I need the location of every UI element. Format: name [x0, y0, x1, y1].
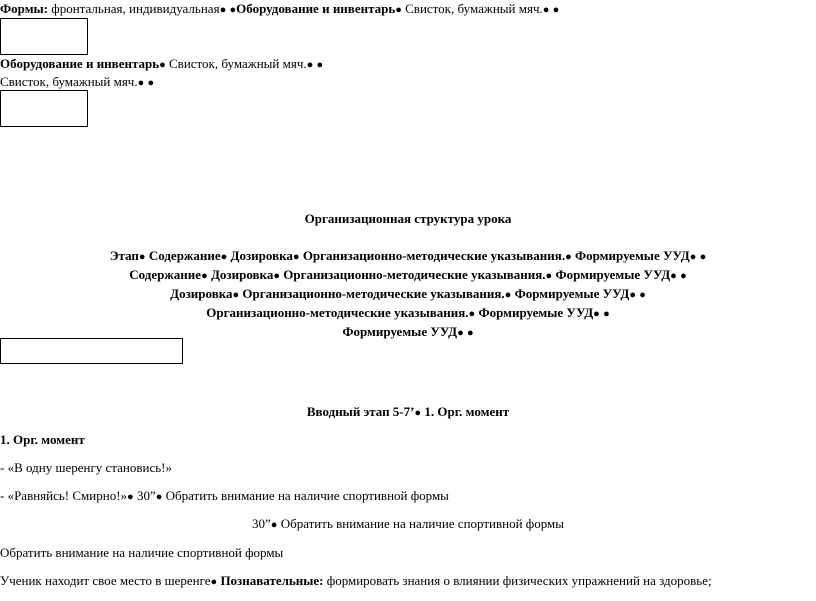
forms-text: фронтальная, индивидуальная [48, 1, 220, 16]
bullet-icon: ● [137, 77, 145, 89]
bullet-icon: ● [159, 59, 166, 71]
attention-line: Обратить внимание на наличие спортивной формы [0, 545, 284, 560]
bullet-icon: ● [127, 491, 134, 503]
bullet-icon: ● [316, 59, 324, 71]
bullet-icon: ● [466, 327, 474, 339]
structure-row-2: Содержание● Дозировка● Организационно-методические указывания.● Формируемые УУД● ● [129, 267, 687, 282]
bullet-icon: ● [504, 289, 512, 301]
bullet-icon: ● [138, 251, 146, 263]
bullet-icon: ● [699, 251, 707, 263]
bullet-icon: ● [680, 270, 687, 282]
structure-title: Организационная структура урока [304, 211, 512, 226]
bullet-icon: ● [542, 4, 550, 16]
bullet-icon: ● [273, 270, 281, 282]
whistle-text: Свисток, бумажный мяч. [0, 74, 138, 89]
bullet-icon: ● [468, 308, 476, 320]
image-placeholder [0, 18, 88, 55]
bullet-icon: ● [395, 4, 402, 16]
equipment-line [0, 56, 323, 72]
bullet-icon: ● [593, 308, 600, 320]
structure-row-4: Организационно-методические указывания.● Формируемые УУД● ● [206, 305, 610, 320]
whistle-line [0, 74, 154, 90]
bullet-icon: ● [552, 4, 560, 16]
dosage-line: 30”● Обратить внимание на наличие спортивной формы [252, 516, 564, 531]
bullet-icon: ● [639, 289, 646, 301]
bullet-icon: ● [565, 251, 572, 263]
bullet-icon: ● [414, 407, 422, 419]
bullet-icon: ● [210, 576, 218, 588]
org-moment: 1. Орг. момент [0, 432, 85, 447]
structure-row-5: Формируемые УУД● ● [342, 324, 474, 339]
bullet-icon: ● [292, 251, 300, 263]
bullet-icon: ● [457, 327, 464, 339]
bullet-icon: ● [229, 4, 237, 16]
forms-line [0, 1, 559, 17]
equipment-label: Оборудование и инвентарь [0, 56, 160, 71]
image-placeholder [0, 338, 183, 364]
bullet-icon: ● [270, 519, 278, 531]
student-line: Ученик находит свое место в шеренге● Познавательные: формировать знания о влиянии физических упражнений на здоровье; [0, 573, 712, 588]
command-line-1: - «В одну шеренгу становись!» [0, 460, 172, 475]
image-placeholder [0, 90, 88, 127]
bullet-icon: ● [201, 270, 208, 282]
intro-heading: Вводный этап 5-7’● 1. Орг. момент [306, 404, 510, 419]
bullet-icon: ● [232, 289, 240, 301]
structure-row-1: Этап● Содержание● Дозировка● Организационно-методические указывания.● Формируемые УУД● ● [109, 248, 707, 263]
bullet-icon: ● [147, 77, 155, 89]
equipment-label: Оборудование и инвентарь [236, 1, 396, 16]
bullet-icon: ● [219, 4, 227, 16]
structure-row-3: Дозировка● Организационно-методические указывания.● Формируемые УУД● ● [170, 286, 646, 301]
bullet-icon: ● [220, 251, 228, 263]
bullet-icon: ● [545, 270, 553, 282]
equipment-text: Свисток, бумажный мяч. [165, 56, 307, 71]
bullet-icon: ● [629, 289, 636, 301]
bullet-icon: ● [603, 308, 610, 320]
bullet-icon: ● [155, 491, 163, 503]
forms-label: Формы: [0, 1, 49, 16]
equipment-text: Свисток, бумажный мяч. [401, 1, 543, 16]
bullet-icon: ● [670, 270, 677, 282]
bullet-icon: ● [306, 59, 314, 71]
command-line-2: - «Равняйсь! Смирно!»● 30”● Обратить внимание на наличие спортивной формы [0, 488, 449, 503]
bullet-icon: ● [689, 251, 697, 263]
